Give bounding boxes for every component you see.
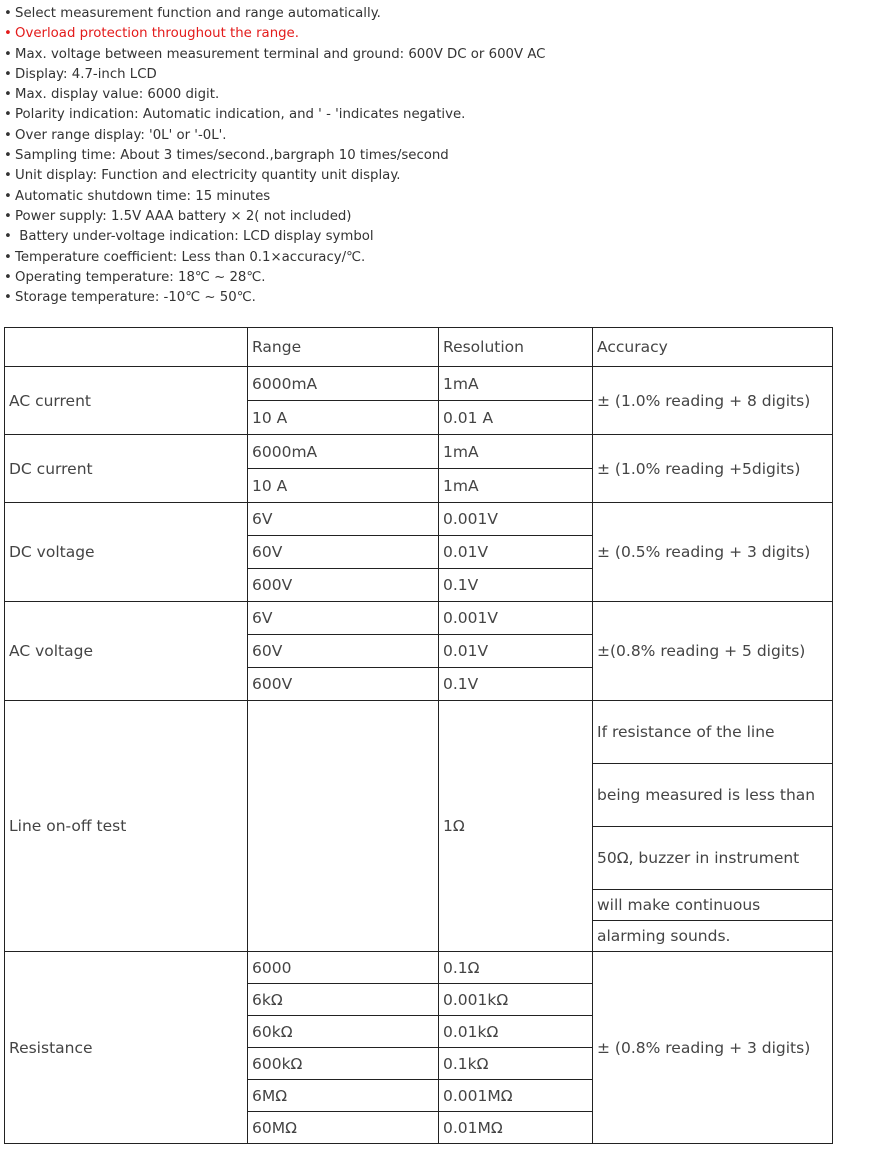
feature-item: • Max. voltage between measurement terminal and ground: 600V DC or 600V AC	[4, 45, 545, 65]
bullet-icon: •	[4, 87, 12, 103]
resolution-cell: 1mA	[439, 435, 593, 469]
range-cell: 10 A	[248, 401, 439, 435]
feature-item-highlight: • Overload protection throughout the range.	[4, 24, 545, 44]
range-cell: 6000mA	[248, 435, 439, 469]
bullet-icon: •	[4, 66, 12, 82]
range-cell: 10 A	[248, 469, 439, 503]
header-range: Range	[248, 328, 439, 367]
resolution-cell: 0.001V	[439, 602, 593, 635]
accuracy-line: being measured is less than	[593, 764, 833, 827]
feature-item: • Storage temperature: -10℃ ~ 50℃.	[4, 288, 545, 308]
function-label: Line on-off test	[5, 701, 248, 952]
function-label: AC current	[5, 367, 248, 435]
range-cell: 6kΩ	[248, 984, 439, 1016]
resolution-cell: 0.01V	[439, 635, 593, 668]
function-label: AC voltage	[5, 602, 248, 701]
feature-item: • Max. display value: 6000 digit.	[4, 85, 545, 105]
feature-item: • Polarity indication: Automatic indication, and ' - 'indicates negative.	[4, 105, 545, 125]
resolution-cell: 0.1kΩ	[439, 1048, 593, 1080]
bullet-icon: •	[4, 6, 12, 21]
accuracy-cell: ± (1.0% reading +5digits)	[593, 435, 833, 503]
resolution-cell: 0.1V	[439, 569, 593, 602]
feature-item: • Over range display: '0L' or '-0L'.	[4, 126, 545, 146]
resolution-cell: 0.01V	[439, 536, 593, 569]
resolution-cell: 0.01 A	[439, 401, 593, 435]
bullet-icon: •	[4, 290, 12, 306]
range-cell: 600V	[248, 569, 439, 602]
resolution-cell: 1Ω	[439, 701, 593, 952]
bullet-icon: •	[4, 148, 12, 164]
accuracy-cell: ± (1.0% reading + 8 digits)	[593, 367, 833, 435]
function-label: DC current	[5, 435, 248, 503]
bullet-icon: •	[4, 188, 12, 204]
range-cell: 60MΩ	[248, 1112, 439, 1144]
feature-item: • Battery under-voltage indication: LCD display symbol	[4, 227, 545, 247]
table-row	[5, 435, 833, 469]
accuracy-cell: ± (0.5% reading + 3 digits)	[593, 503, 833, 602]
feature-item: • Operating temperature: 18℃ ~ 28℃.	[4, 268, 545, 288]
range-cell	[248, 701, 439, 952]
range-cell: 6V	[248, 503, 439, 536]
bullet-icon: •	[4, 107, 12, 123]
feature-item: • Power supply: 1.5V AAA battery × 2( not included)	[4, 207, 545, 227]
resolution-cell: 0.001MΩ	[439, 1080, 593, 1112]
accuracy-line: 50Ω, buzzer in instrument	[593, 827, 833, 890]
header-accuracy: Accuracy	[593, 328, 833, 367]
resolution-cell: 0.001V	[439, 503, 593, 536]
table-row	[5, 952, 833, 984]
range-cell: 6000mA	[248, 367, 439, 401]
resolution-cell: 0.1V	[439, 668, 593, 701]
range-cell: 60V	[248, 536, 439, 569]
table-header-row	[5, 328, 833, 367]
bullet-icon: •	[4, 26, 12, 42]
range-cell: 6V	[248, 602, 439, 635]
feature-item: • Temperature coefficient: Less than 0.1×accuracy/℃.	[4, 248, 545, 268]
accuracy-line: will make continuous	[593, 890, 833, 921]
feature-item: • Unit display: Function and electricity quantity unit display.	[4, 166, 545, 186]
resolution-cell: 0.01MΩ	[439, 1112, 593, 1144]
header-resolution: Resolution	[439, 328, 593, 367]
resolution-cell: 1mA	[439, 469, 593, 503]
feature-list	[4, 4, 545, 308]
table-row	[5, 701, 833, 764]
function-label: DC voltage	[5, 503, 248, 602]
accuracy-line: alarming sounds.	[593, 921, 833, 952]
feature-item: • Sampling time: About 3 times/second.,bargraph 10 times/second	[4, 146, 545, 166]
range-cell: 60kΩ	[248, 1016, 439, 1048]
table-row	[5, 367, 833, 401]
resolution-cell: 1mA	[439, 367, 593, 401]
resolution-cell: 0.01kΩ	[439, 1016, 593, 1048]
bullet-icon: •	[4, 46, 12, 62]
range-cell: 6MΩ	[248, 1080, 439, 1112]
function-label: Resistance	[5, 952, 248, 1144]
bullet-icon: •	[4, 229, 12, 245]
table-row	[5, 503, 833, 536]
accuracy-cell: ± (0.8% reading + 3 digits)	[593, 952, 833, 1144]
bullet-icon: •	[4, 269, 12, 285]
bullet-icon: •	[4, 249, 12, 265]
accuracy-cell: ±(0.8% reading + 5 digits)	[593, 602, 833, 701]
range-cell: 6000	[248, 952, 439, 984]
resolution-cell: 0.1Ω	[439, 952, 593, 984]
feature-item: • Display: 4.7-inch LCD	[4, 65, 545, 85]
bullet-icon: •	[4, 127, 12, 143]
feature-item: • Select measurement function and range automatically.	[4, 4, 545, 24]
resolution-cell: 0.001kΩ	[439, 984, 593, 1016]
bullet-icon: •	[4, 168, 12, 184]
range-cell: 600V	[248, 668, 439, 701]
bullet-icon: •	[4, 208, 12, 224]
table-row	[5, 602, 833, 635]
header-blank	[5, 328, 248, 367]
spec-table	[4, 327, 833, 1144]
range-cell: 60V	[248, 635, 439, 668]
accuracy-line: If resistance of the line	[593, 701, 833, 764]
range-cell: 600kΩ	[248, 1048, 439, 1080]
feature-item: • Automatic shutdown time: 15 minutes	[4, 187, 545, 207]
